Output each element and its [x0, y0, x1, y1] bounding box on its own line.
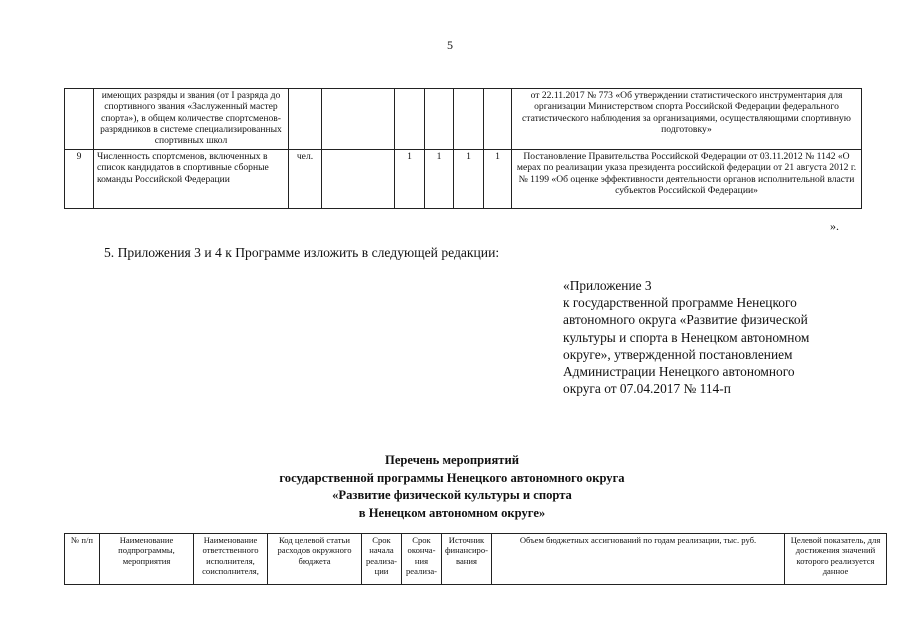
unit-cell: чел. — [289, 150, 322, 209]
header-target-indicator: Целевой показатель, для достижения значений которого реализуется данное — [785, 534, 887, 585]
header-number: № п/п — [65, 534, 100, 585]
unit-cell — [289, 89, 322, 150]
page-number: 5 — [447, 38, 453, 52]
indicators-table — [64, 88, 862, 209]
source-document: Постановление Правительства Российской Федерации от 03.11.2012 № 1142 «О мерах по реализации указа президента российской федерации от 21 августа 2012 г. № 1199 «Об оценке эффективности деятельности органов исполнительной власти субъектов Российской Федерации» — [512, 150, 862, 209]
document-title — [232, 452, 672, 522]
title-line: Перечень мероприятий — [385, 453, 519, 467]
appendix-line: «Приложение 3 — [563, 278, 652, 293]
title-line: государственной программы Ненецкого автономного округа — [279, 470, 625, 485]
header-end: Срок оконча-ния реализа- — [402, 534, 442, 585]
measures-table — [64, 533, 887, 585]
value-cell — [425, 89, 454, 150]
header-start: Срок начала реализа-ции — [362, 534, 402, 585]
value-cell — [395, 89, 425, 150]
appendix-line: к государственной программе Ненецкого — [563, 295, 797, 311]
table-row — [65, 89, 862, 150]
header-budget-code: Код целевой статьи расходов окружного бюджета — [268, 534, 362, 585]
appendix-line: культуры и спорта в Ненецком автономном — [563, 329, 810, 345]
source-document: от 22.11.2017 № 773 «Об утверждении статистического инструментария для организации Министерством спорта Российской Федерации федерального статистического наблюдения за организациями, осуществляющими спортивную подготовку» — [512, 89, 862, 150]
header-source: Источник финансиро-вания — [442, 534, 492, 585]
header-executor: Наименование ответственного исполнителя, соисполнителя, — [194, 534, 268, 585]
indicator-name: Численность спортсменов, включенных в список кандидатов в спортивные сборные команды Российской Федерации — [94, 150, 289, 209]
amendment-paragraph: 5. Приложения 3 и 4 к Программе изложить в следующей редакции: — [104, 245, 500, 260]
table-header-row — [65, 534, 887, 585]
header-budget-volume: Объем бюджетных ассигнований по годам реализации, тыс. руб. — [492, 534, 785, 585]
value-cell: 1 — [425, 150, 454, 209]
appendix-line: округе», утвержденной постановлением — [563, 346, 793, 362]
appendix-line: Администрации Ненецкого автономного — [563, 364, 795, 380]
indicator-name: имеющих разряды и звания (от I разряда до спортивного звания «Заслуженный мастер спорта»), в общем количестве спортсменов-разрядников в системе специализированных спортивных школ — [94, 89, 289, 150]
base-value-cell — [322, 89, 395, 150]
value-cell: 1 — [484, 150, 512, 209]
appendix-line: округа от 07.04.2017 № 114-п — [563, 381, 731, 397]
value-cell — [454, 89, 484, 150]
closing-quote: ». — [830, 219, 839, 233]
value-cell — [484, 89, 512, 150]
row-number — [65, 89, 94, 150]
table-row — [65, 150, 862, 209]
base-value-cell — [322, 150, 395, 209]
header-subprogram: Наименование подпрограммы, мероприятия — [100, 534, 194, 585]
row-number: 9 — [65, 150, 94, 209]
appendix-note — [563, 277, 863, 397]
value-cell: 1 — [454, 150, 484, 209]
title-line: «Развитие физической культуры и спорта — [332, 488, 572, 502]
value-cell: 1 — [395, 150, 425, 209]
appendix-line: автономного округа «Развитие физической — [563, 312, 808, 328]
title-line: в Ненецком автономном округе» — [358, 505, 546, 520]
